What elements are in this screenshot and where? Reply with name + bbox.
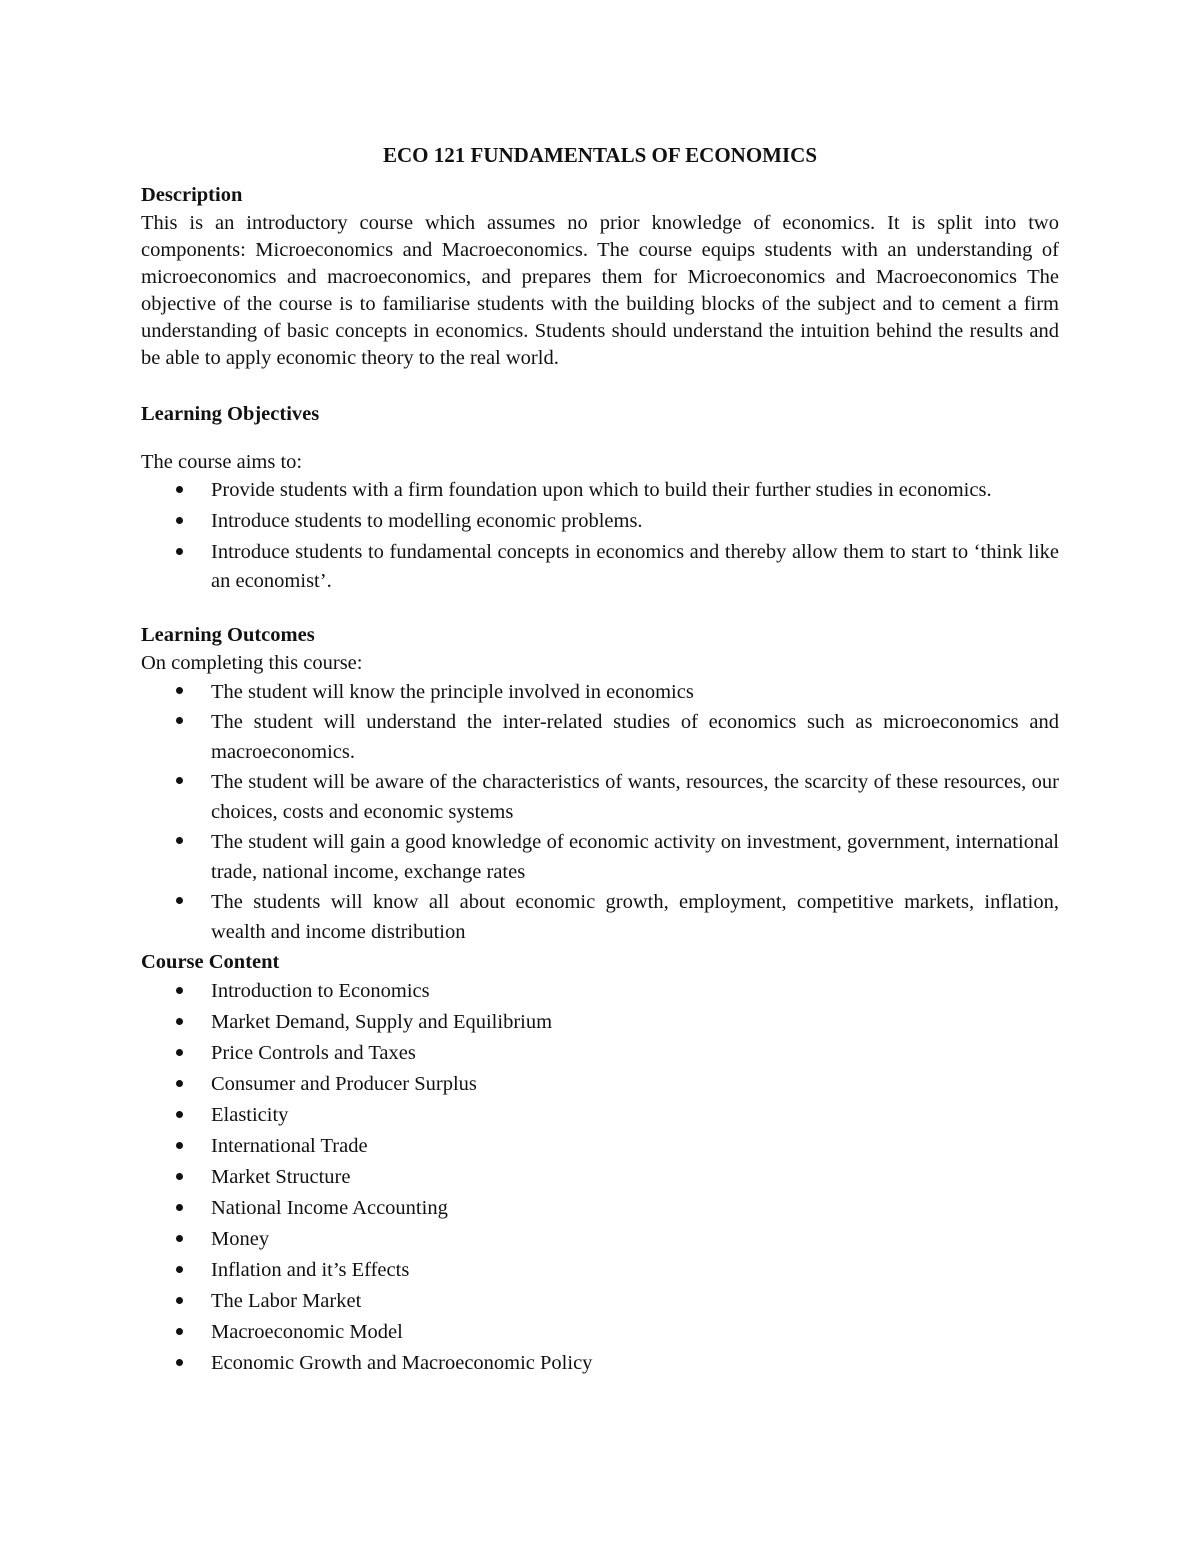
list-item: The students will know all about economic growth, employment, competitive markets, inflation, wealth and income distribution <box>141 887 1059 947</box>
learning-objectives-heading: Learning Objectives <box>141 403 320 425</box>
list-item: Market Demand, Supply and Equilibrium <box>141 1008 1059 1037</box>
list-item: Introduction to Economics <box>141 977 1059 1006</box>
bullet-icon <box>176 1049 183 1056</box>
course-content-list <box>141 977 1059 1378</box>
list-item: Macroeconomic Model <box>141 1318 1059 1347</box>
bullet-icon <box>176 1266 183 1273</box>
list-item: Elasticity <box>141 1101 1059 1130</box>
list-item: Economic Growth and Macroeconomic Policy <box>141 1349 1059 1378</box>
list-item: Price Controls and Taxes <box>141 1039 1059 1068</box>
list-item: Provide students with a firm foundation upon which to build their further studies in economics. <box>141 476 1059 505</box>
learning-outcomes-list <box>141 677 1059 947</box>
learning-objectives-intro: The course aims to: <box>141 451 303 473</box>
bullet-icon <box>176 1080 183 1087</box>
bullet-icon <box>176 486 183 493</box>
bullet-icon <box>176 717 183 724</box>
bullet-icon <box>176 1297 183 1304</box>
course-content-heading: Course Content <box>141 951 280 973</box>
list-item: The Labor Market <box>141 1287 1059 1316</box>
description-heading: Description <box>141 184 243 206</box>
bullet-icon <box>176 517 183 524</box>
list-item: The student will know the principle involved in economics <box>141 677 1059 707</box>
list-item: Introduce students to modelling economic problems. <box>141 507 1059 536</box>
bullet-icon <box>176 987 183 994</box>
bullet-icon <box>176 897 183 904</box>
document-title: ECO 121 FUNDAMENTALS OF ECONOMICS <box>382 143 818 167</box>
list-item: National Income Accounting <box>141 1194 1059 1223</box>
list-item: The student will gain a good knowledge of economic activity on investment, government, international trade, national income, exchange rates <box>141 827 1059 887</box>
description-text: This is an introductory course which assumes no prior knowledge of economics. It is split into two components: Microeconomics and Macroeconomics. The course equips students with an understanding of microeconomics and macroeconomics, and prepares them for Microeconomics and Macroeconomics The objective of the course is to familiarise students with the building blocks of the subject and to cement a firm understanding of basic concepts in economics. Students should understand the intuition behind the results and be able to apply economic theory to the real world. <box>141 212 1059 369</box>
bullet-icon <box>176 1018 183 1025</box>
bullet-icon <box>176 777 183 784</box>
list-item: International Trade <box>141 1132 1059 1161</box>
bullet-icon <box>176 1235 183 1242</box>
bullet-icon <box>176 1142 183 1149</box>
bullet-icon <box>176 1204 183 1211</box>
list-item: Inflation and it’s Effects <box>141 1256 1059 1285</box>
list-item: Consumer and Producer Surplus <box>141 1070 1059 1099</box>
bullet-icon <box>176 687 183 694</box>
list-item: Money <box>141 1225 1059 1254</box>
list-item: The student will understand the inter-related studies of economics such as microeconomics and macroeconomics. <box>141 707 1059 767</box>
bullet-icon <box>176 1328 183 1335</box>
bullet-icon <box>176 1173 183 1180</box>
list-item: The student will be aware of the characteristics of wants, resources, the scarcity of these resources, our choices, costs and economic systems <box>141 767 1059 827</box>
learning-outcomes-heading: Learning Outcomes <box>141 624 315 646</box>
list-item: Market Structure <box>141 1163 1059 1192</box>
list-item: Introduce students to fundamental concepts in economics and thereby allow them to start to ‘think like an economist’. <box>141 538 1059 596</box>
learning-objectives-list <box>141 476 1059 596</box>
bullet-icon <box>176 1359 183 1366</box>
document-page <box>141 140 1059 1380</box>
learning-outcomes-intro: On completing this course: <box>141 652 363 674</box>
bullet-icon <box>176 837 183 844</box>
bullet-icon <box>176 548 183 555</box>
bullet-icon <box>176 1111 183 1118</box>
